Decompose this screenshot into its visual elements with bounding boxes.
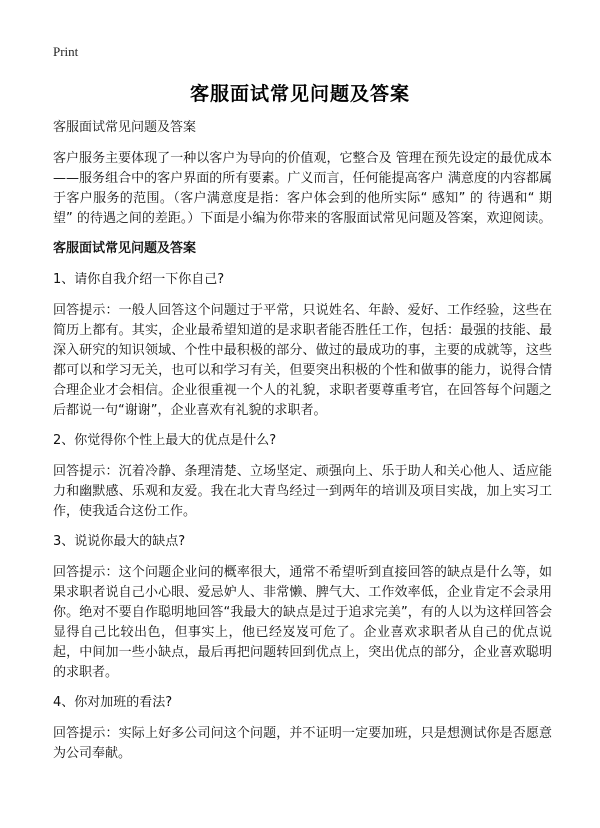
- intro-paragraph: 客户服务主要体现了一种以客户为导向的价值观，它整合及 管理在预先设定的最优成本——服务组合中的客户界面的所有要素。广义而言，任何能提高客户 满意度的内容都属于客户服务的范围。（客户满意度是指：客户体会到的他所实际“ 感知” 的 待遇和“ 期望” 的待遇之间的差距。）下面是小编为你带来的客服面试常见问题及答案，欢迎阅读。: [53, 151, 552, 226]
- document-subtitle: 客服面试常见问题及答案: [53, 120, 197, 135]
- section-heading: 客服面试常见问题及答案: [53, 241, 197, 256]
- document-title: 客服面试常见问题及答案: [189, 83, 410, 105]
- answer-1: 回答提示：一般人回答这个问题过于平常，只说姓名、年龄、爱好、工作经验，这些在简历上都有。其实，企业最希望知道的是求职者能否胜任工作，包括：最强的技能、最深入研究的知识领域、个性中最积极的部分、做过的最成功的事，主要的成就等，这些都可以和学习无关，也可以和学习有关，但要突出积极的个性和做事的能力，说得合情合理企业才会相信。企业很重视一个人的礼貌，求职者要尊重考官，在回答每个问题之后都说一句“谢谢”，企业喜欢有礼貌的求职者。: [53, 303, 552, 418]
- question-3: 3、说说你最大的缺点?: [53, 534, 186, 549]
- answer-4: 回答提示：实际上好多公司问这个问题，并不证明一定要加班，只是想测试你是否愿意为公司奉献。: [53, 726, 552, 761]
- answer-2: 回答提示：沉着冷静、条理清楚、立场坚定、顽强向上、乐于助人和关心他人、适应能力和幽默感、乐观和友爱。我在北大青鸟经过一到两年的培训及项目实战，加上实习工作，使我适合这份工作。: [53, 464, 552, 519]
- question-4: 4、你对加班的看法?: [53, 695, 173, 710]
- answer-3: 回答提示：这个问题企业问的概率很大，通常不希望听到直接回答的缺点是什么等，如果求职者说自己小心眼、爱忌妒人、非常懒、脾气大、工作效率低，企业肯定不会录用你。绝对不要自作聪明地回答“我最大的缺点是过于追求完美”，有的人以为这样回答会显得自己比较出色，但事实上，他已经岌岌可危了。企业喜欢求职者从自己的优点说起，中间加一些小缺点，最后再把问题转回到优点上，突出优点的部分，企业喜欢聪明的求职者。: [53, 565, 552, 680]
- print-link[interactable]: Print: [53, 44, 79, 59]
- question-1: 1、请你自我介绍一下你自己?: [53, 272, 225, 287]
- document-body: [53, 118, 552, 774]
- question-2: 2、你觉得你个性上最大的优点是什么?: [53, 433, 277, 448]
